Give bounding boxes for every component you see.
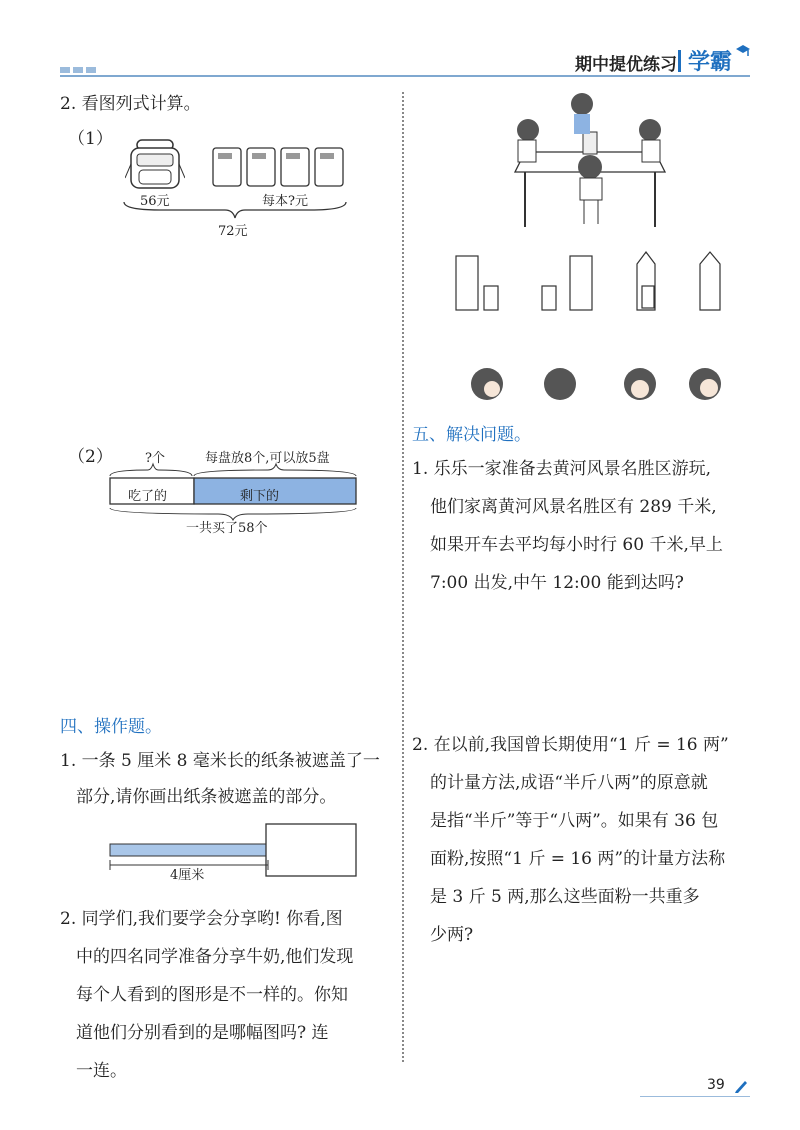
book-price-label: 每本?元	[262, 194, 308, 209]
eaten-label: 吃了的	[128, 489, 168, 504]
four-students-heads	[465, 362, 725, 410]
ruler-length-label: 4厘米	[170, 868, 205, 883]
q5-2-line2: 的计量方法,成语“半斤八两”的原意就	[430, 773, 708, 793]
q5-1-line4: 7:00 出发,中午 12:00 能到达吗?	[430, 573, 684, 593]
total-price-label: 72元	[218, 224, 248, 239]
q4-1-line2: 部分,请你画出纸条被遮盖的部分。	[76, 787, 337, 807]
footer-rule	[640, 1096, 750, 1097]
header-title: 期中提优练习	[575, 55, 677, 75]
bag-price-label: 56元	[140, 194, 170, 209]
header-brand-logo: 学霸	[688, 50, 733, 75]
q5-1-line3: 如果开车去平均每小时行 60 千米,早上	[430, 535, 723, 555]
paper-strip-figure	[108, 820, 363, 882]
part-2-label: （2）	[68, 447, 113, 467]
q4-2-line4: 道他们分别看到的是哪幅图吗? 连	[76, 1023, 329, 1043]
part-1-label: （1）	[68, 129, 113, 149]
backpack-icon	[125, 138, 185, 190]
q4-2-line2: 中的四名同学准备分享牛奶,他们发现	[76, 947, 354, 967]
books-icon	[210, 145, 345, 190]
graduation-cap-icon	[735, 44, 751, 58]
plate-hint-label: 每盘放8个,可以放5盘	[205, 451, 330, 466]
q5-2-line3: 是指“半斤”等于“八两”。如果有 36 包	[430, 811, 719, 831]
column-divider	[402, 92, 404, 1062]
students-at-table-illustration	[500, 92, 680, 232]
q5-1-line2: 他们家离黄河风景名胜区有 289 千米,	[430, 497, 717, 517]
q4-2-line1: 2. 同学们,我们要学会分享哟! 你看,图	[60, 909, 343, 929]
q5-2-line1: 2. 在以前,我国曾长期使用“1 斤 = 16 两”	[412, 735, 729, 755]
total-brace	[120, 200, 350, 222]
section-5-title: 五、解决问题。	[412, 425, 531, 445]
header-rule	[60, 75, 750, 77]
q4-2-line5: 一连。	[76, 1061, 127, 1081]
q5-2-line5: 是 3 斤 5 两,那么这些面粉一共重多	[430, 887, 700, 907]
q5-1-line1: 1. 乐乐一家准备去黄河风景名胜区游玩,	[412, 459, 712, 479]
q4-2-line3: 每个人看到的图形是不一样的。你知	[76, 985, 348, 1005]
page-number: 39	[707, 1077, 725, 1093]
section-4-title: 四、操作题。	[60, 717, 162, 737]
q5-2-line6: 少两?	[430, 925, 474, 945]
question-2-title: 2. 看图列式计算。	[60, 94, 201, 114]
total-bought-label: 一共买了58个	[186, 521, 268, 536]
q5-2-line4: 面粉,按照“1 斤 = 16 两”的计量方法称	[430, 849, 726, 869]
milk-views-figures	[452, 250, 732, 312]
header-decoration	[60, 58, 100, 66]
header-separator	[678, 50, 681, 72]
pencil-icon	[733, 1078, 749, 1094]
unknown-count-label: ?个	[145, 451, 165, 466]
remaining-label: 剩下的	[240, 489, 280, 504]
q4-1-line1: 1. 一条 5 厘米 8 毫米长的纸条被遮盖了一	[60, 751, 380, 771]
